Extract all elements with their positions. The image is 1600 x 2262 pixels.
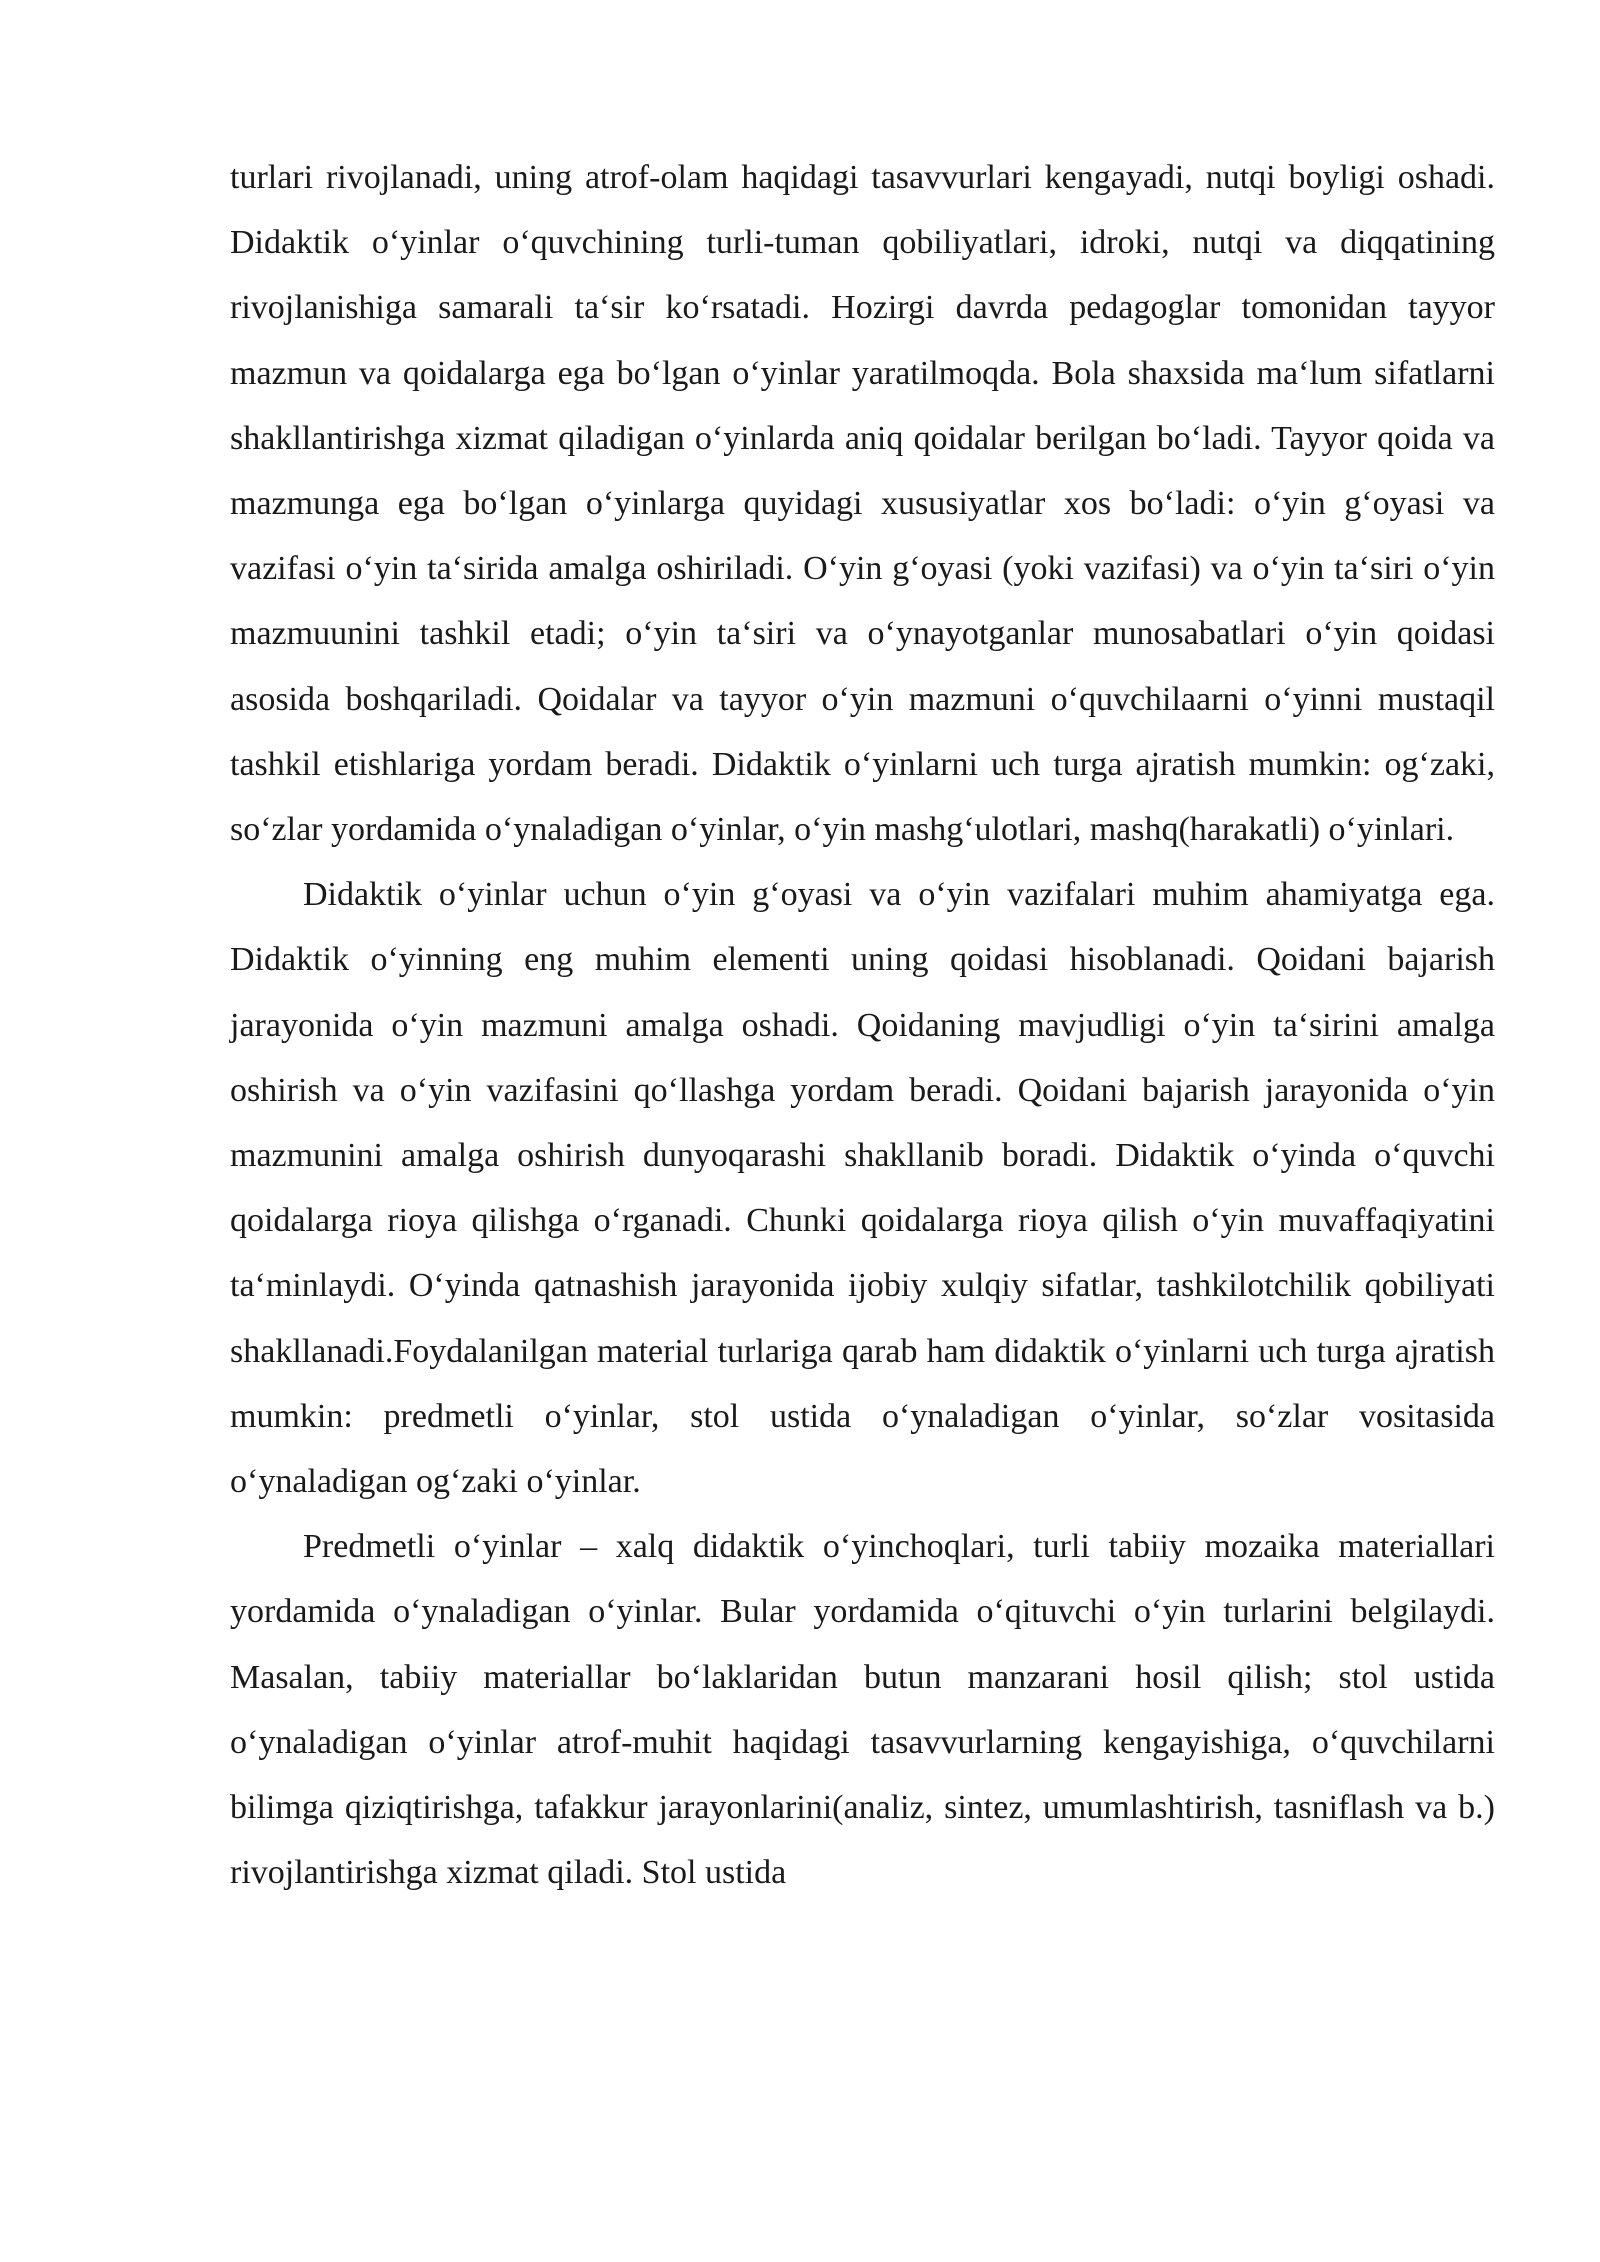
document-page (230, 145, 1495, 1905)
paragraph-predmetli-oyinlar: Predmetli o‘yinlar – xalq didaktik o‘yinchoqlari, turli tabiiy mozaika materiallari yordamida o‘ynaladigan o‘yinlar. Bular yordamida o‘qituvchi o‘yin turlarini belgilaydi. Masalan, tabiiy materiallar bo‘laklaridan butun manzarani hosil qilish; stol ustida o‘ynaladigan o‘yinlar atrof-muhit haqidagi tasavvurlarning kengayishiga, o‘quvchilarni bilimga qiziqtirishga, tafakkur jarayonlarini(analiz, sintez, umumlashtirish, tasniflash va b.) rivojlantirishga xizmat qiladi. Stol ustida (230, 1528, 1495, 1892)
paragraph-didaktik-oyinlar: Didaktik o‘yinlar uchun o‘yin g‘oyasi va o‘yin vazifalari muhim ahamiyatga ega. Didaktik o‘yinning eng muhim elementi uning qoidasi hisoblanadi. Qoidani bajarish jarayonida o‘yin mazmuni amalga oshadi. Qoidaning mavjudligi o‘yin ta‘sirini amalga oshirish va o‘yin vazifasini qo‘llashga yordam beradi. Qoidani bajarish jarayonida o‘yin mazmunini amalga oshirish dunyoqarashi shakllanib boradi. Didaktik o‘yinda o‘quvchi qoidalarga rioya qilishga o‘rganadi. Chunki qoidalarga rioya qilish o‘yin muvaffaqiyatini ta‘minlaydi. O‘yinda qatnashish jarayonida ijobiy xulqiy sifatlar, tashkilotchilik qobiliyati shakllanadi.Foydalanilgan material turlariga qarab ham didaktik o‘yinlarni uch turga ajratish mumkin: predmetli o‘yinlar, stol ustida o‘ynaladigan o‘yinlar, so‘zlar vositasida o‘ynaladigan og‘zaki o‘yinlar. (230, 876, 1495, 1501)
paragraph-continuation: turlari rivojlanadi, uning atrof-olam haqidagi tasavvurlari kengayadi, nutqi boyligi oshadi. Didaktik o‘yinlar o‘quvchining turli-tuman qobiliyatlari, idroki, nutqi va diqqatining rivojlanishiga samarali ta‘sir ko‘rsatadi. Hozirgi davrda pedagoglar tomonidan tayyor mazmun va qoidalarga ega bo‘lgan o‘yinlar yaratilmoqda. Bola shaxsida ma‘lum sifatlarni shakllantirishga xizmat qiladigan o‘yinlarda aniq qoidalar berilgan bo‘ladi. Tayyor qoida va mazmunga ega bo‘lgan o‘yinlarga quyidagi xususiyatlar xos bo‘ladi: o‘yin g‘oyasi va vazifasi o‘yin ta‘sirida amalga oshiriladi. O‘yin g‘oyasi (yoki vazifasi) va o‘yin ta‘siri o‘yin mazmuunini tashkil etadi; o‘yin ta‘siri va o‘ynayotganlar munosabatlari o‘yin qoidasi asosida boshqariladi. Qoidalar va tayyor o‘yin mazmuni o‘quvchilaarni o‘yinni mustaqil tashkil etishlariga yordam beradi. Didaktik o‘yinlarni uch turga ajratish mumkin: og‘zaki, so‘zlar yordamida o‘ynaladigan o‘yinlar, o‘yin mashg‘ulotlari, mashq(harakatli) o‘yinlari. (230, 159, 1495, 849)
